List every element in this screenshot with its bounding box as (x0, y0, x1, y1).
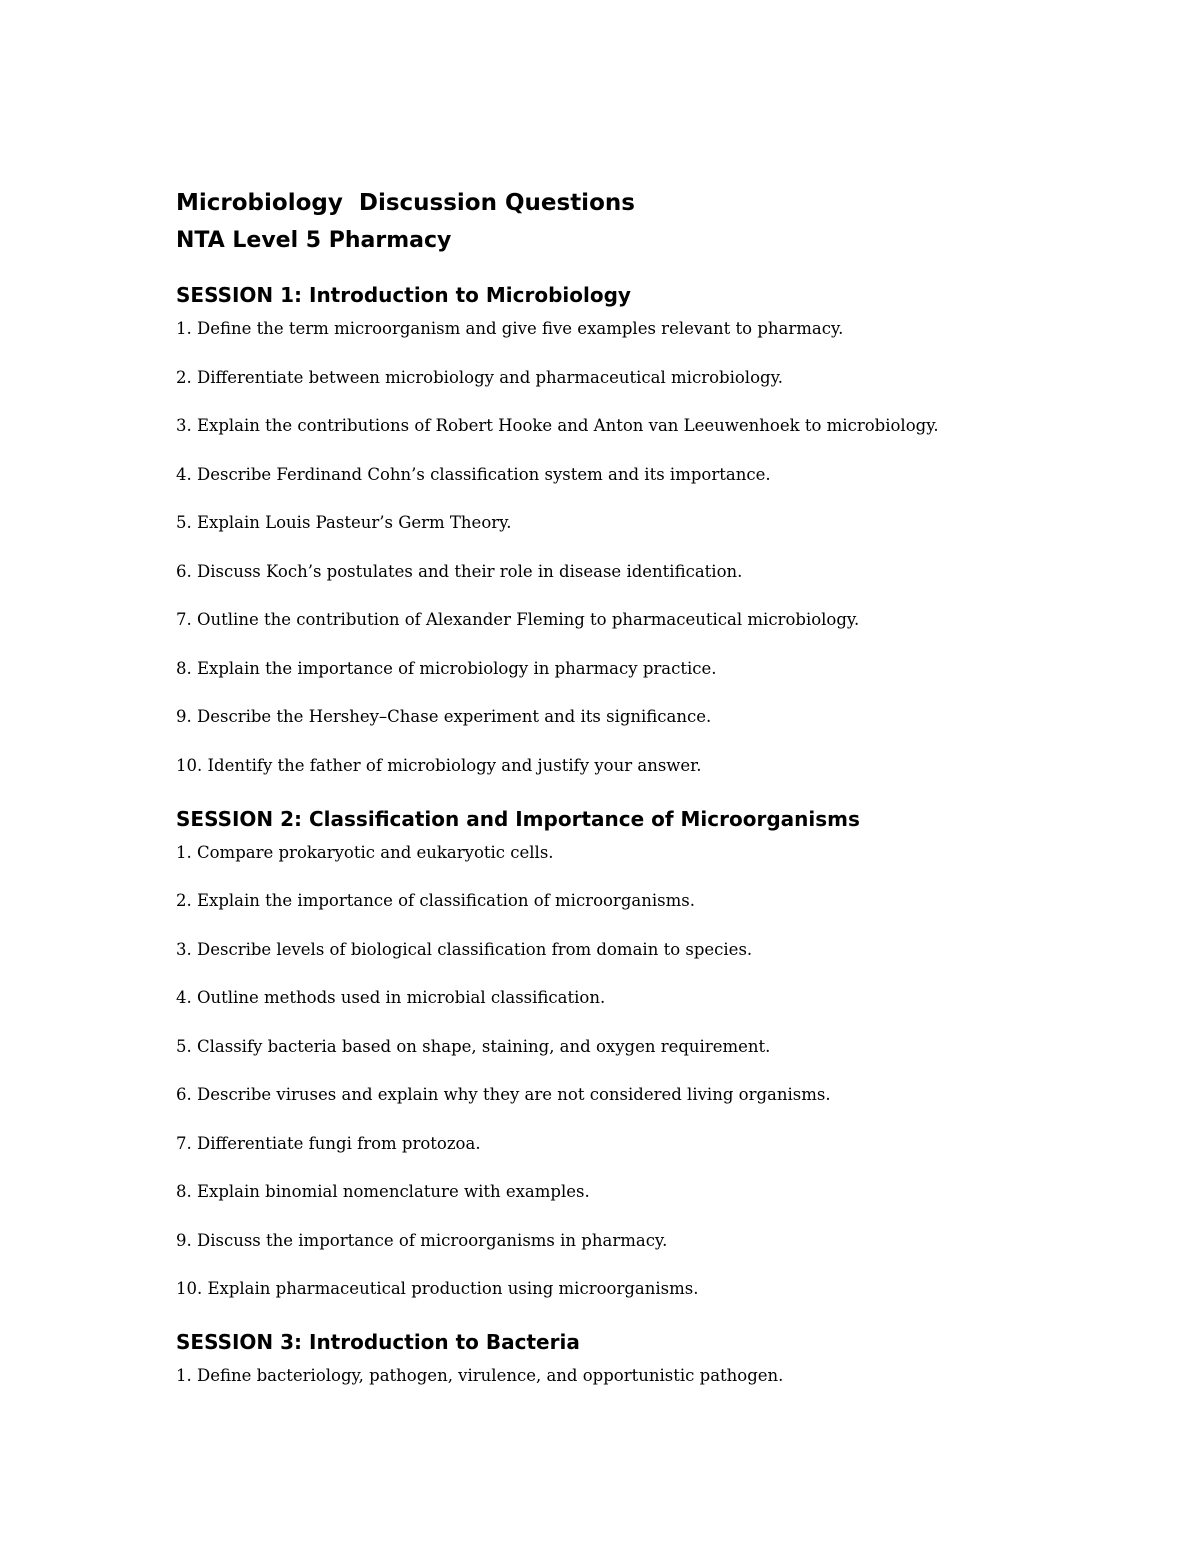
question-item: 1. Define bacteriology, pathogen, virulence, and opportunistic pathogen. (176, 1366, 784, 1385)
question-item: 5. Classify bacteria based on shape, staining, and oxygen requirement. (176, 1036, 771, 1056)
question-item: 10. Explain pharmaceutical production using microorganisms. (176, 1279, 699, 1298)
question-item: 6. Describe viruses and explain why they are not considered living organisms. (176, 1085, 831, 1104)
question-item: 6. Discuss Koch’s postulates and their role in disease identification. (176, 561, 743, 581)
session-1 (176, 283, 1136, 807)
question-item: 9. Describe the Hershey–Chase experiment and its significance. (176, 707, 712, 726)
question-item: 7. Outline the contribution of Alexander Fleming to pharmaceutical microbiology. (176, 610, 860, 629)
question-item: 1. Define the term microorganism and give five examples relevant to pharmacy. (176, 319, 844, 338)
document-title: Microbiology Discussion Questions (176, 190, 635, 216)
question-item: 9. Discuss the importance of microorganisms in pharmacy. (176, 1230, 668, 1250)
document-subtitle: NTA Level 5 Pharmacy (176, 228, 452, 253)
question-item: 10. Identify the father of microbiology and justify your answer. (176, 755, 702, 775)
question-item: 7. Differentiate fungi from protozoa. (176, 1133, 481, 1153)
question-item: 4. Describe Ferdinand Cohn’s classification system and its importance. (176, 464, 771, 484)
session-heading: SESSION 3: Introduction to Bacteria (176, 1330, 580, 1354)
question-item: 8. Explain the importance of microbiology in pharmacy practice. (176, 658, 717, 678)
session-3 (176, 1330, 1136, 1415)
document-page (176, 190, 1136, 1415)
question-item: 2. Explain the importance of classification of microorganisms. (176, 891, 695, 910)
session-2 (176, 807, 1136, 1331)
question-item: 3. Explain the contributions of Robert Hooke and Anton van Leeuwenhoek to microbiology. (176, 416, 939, 435)
session-heading: SESSION 2: Classification and Importance of Microorganisms (176, 806, 860, 831)
question-item: 2. Differentiate between microbiology and pharmaceutical microbiology. (176, 367, 783, 387)
question-item: 3. Describe levels of biological classification from domain to species. (176, 939, 753, 959)
question-item: 8. Explain binomial nomenclature with examples. (176, 1182, 590, 1201)
question-item: 1. Compare prokaryotic and eukaryotic cells. (176, 842, 554, 862)
question-item: 5. Explain Louis Pasteur’s Germ Theory. (176, 513, 512, 532)
question-item: 4. Outline methods used in microbial classification. (176, 988, 606, 1007)
session-heading: SESSION 1: Introduction to Microbiology (176, 283, 631, 307)
